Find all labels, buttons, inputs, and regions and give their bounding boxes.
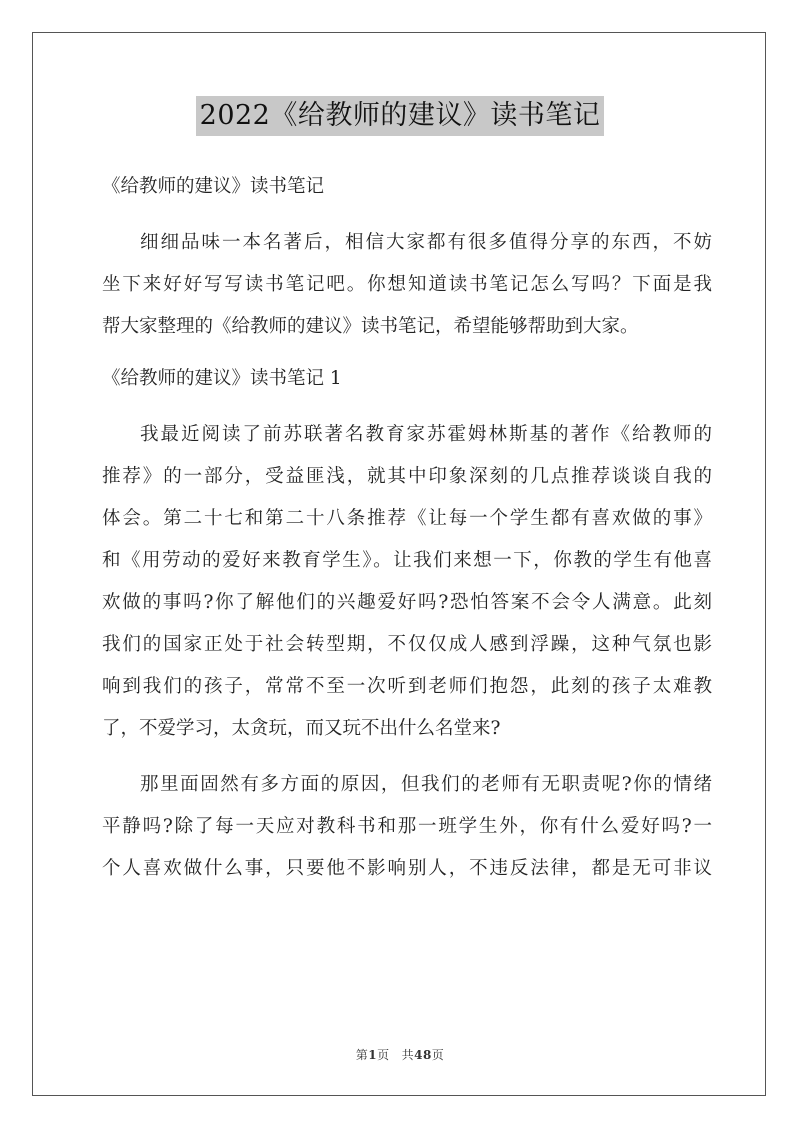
paragraph-line: 欢做的事吗?你了解他们的兴趣爱好吗?恐怕答案不会令人满意。此刻 bbox=[102, 592, 712, 613]
total-unit: 页 bbox=[431, 1048, 445, 1062]
intro-line: 细细品味一本名著后，相信大家都有很多值得分享的东西，不妨 bbox=[140, 232, 712, 253]
intro-line: 帮大家整理的《给教师的建议》读书笔记，希望能够帮助到大家。 bbox=[102, 316, 639, 337]
page-unit: 页 bbox=[377, 1048, 390, 1062]
page-total: 48 bbox=[414, 1048, 432, 1062]
paragraph-line: 个人喜欢做什么事，只要他不影响别人，不违反法律，都是无可非议 bbox=[102, 858, 712, 879]
total-prefix: 共 bbox=[401, 1048, 415, 1062]
paragraph-line: 平静吗?除了每一天应对教科书和那一班学生外，你有什么爱好吗?一 bbox=[102, 816, 712, 837]
page-footer bbox=[0, 1046, 800, 1063]
paragraph-line: 那里面固然有多方面的原因，但我们的老师有无职责呢?你的情绪 bbox=[140, 774, 712, 795]
intro-line: 坐下来好好写写读书笔记吧。你想知道读书笔记怎么写吗？下面是我 bbox=[102, 274, 712, 295]
document-body bbox=[102, 166, 712, 890]
page-current: 1 bbox=[368, 1048, 378, 1062]
title-wrap bbox=[0, 96, 800, 136]
paragraph-line: 推荐》的一部分，受益匪浅，就其中印象深刻的几点推荐谈谈自我的 bbox=[102, 466, 712, 487]
paragraph-line: 体会。第二十七和第二十八条推荐《让每一个学生都有喜欢做的事》 bbox=[102, 508, 712, 529]
document-title: 2022《给教师的建议》读书笔记 bbox=[196, 96, 605, 136]
section-heading-1: 《给教师的建议》读书笔记 1 bbox=[102, 368, 342, 389]
page-prefix: 第 bbox=[355, 1048, 369, 1062]
paragraph-line: 我们的国家正处于社会转型期，不仅仅成人感到浮躁，这种气氛也影 bbox=[102, 634, 712, 655]
paragraph-line: 和《用劳动的爱好来教育学生》。让我们来想一下，你教的学生有他喜 bbox=[102, 550, 712, 571]
paragraph-line: 我最近阅读了前苏联著名教育家苏霍姆林斯基的著作《给教师的 bbox=[140, 424, 712, 445]
paragraph-line: 响到我们的孩子，常常不至一次听到老师们抱怨，此刻的孩子太难教 bbox=[102, 676, 712, 697]
intro-heading: 《给教师的建议》读书笔记 bbox=[102, 176, 325, 197]
paragraph-line: 了，不爱学习，太贪玩，而又玩不出什么名堂来? bbox=[102, 718, 501, 739]
